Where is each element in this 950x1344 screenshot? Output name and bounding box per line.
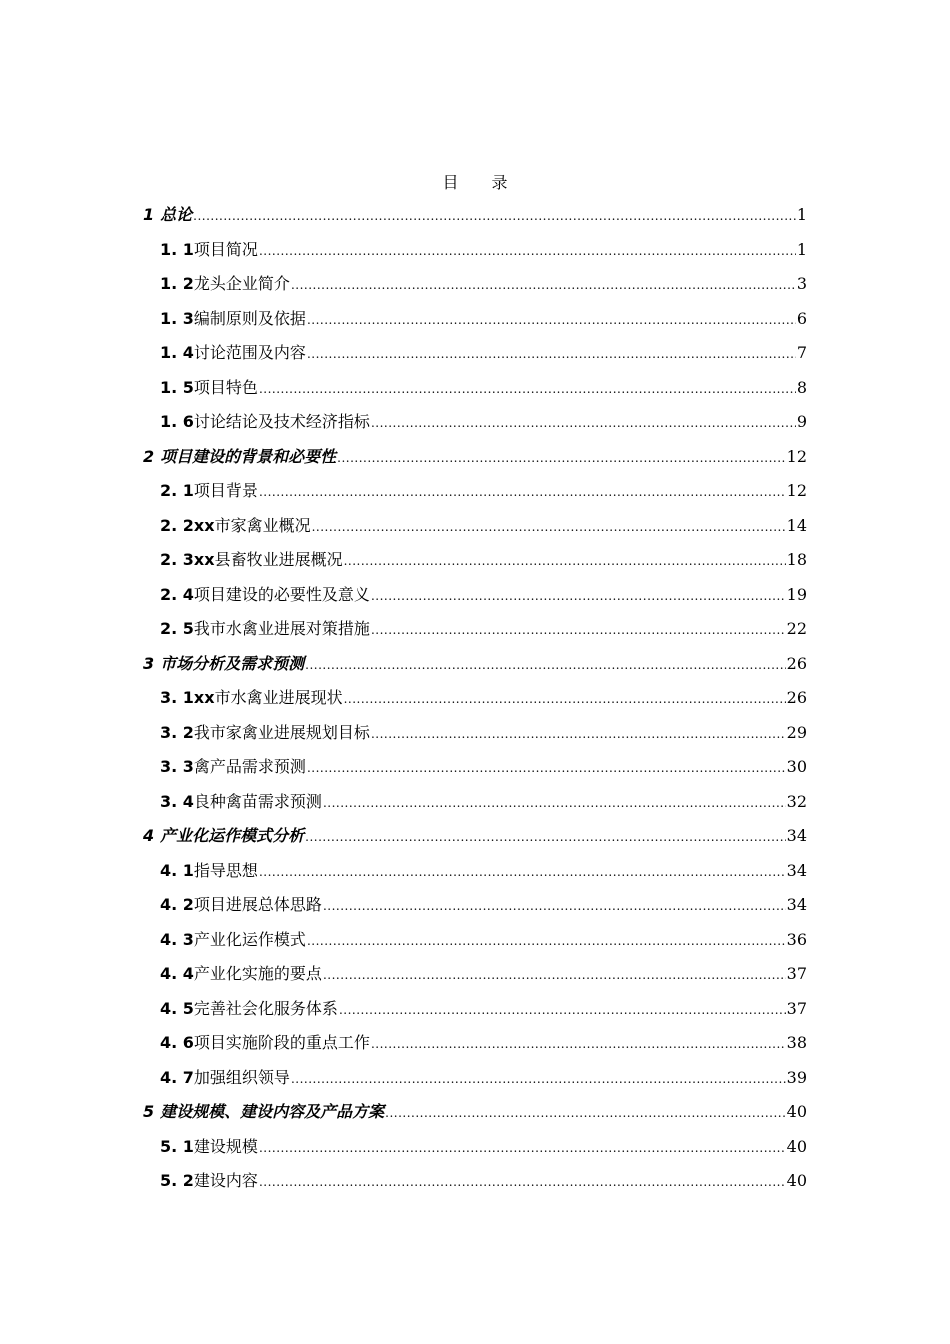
toc-entry-label: 加强组织领导	[193, 1067, 290, 1087]
toc-dot-leader	[371, 613, 786, 648]
toc-page-number: 18	[786, 550, 807, 569]
toc-page-number: 38	[786, 1033, 807, 1052]
toc-page-number: 7	[796, 343, 807, 362]
toc-dot-leader	[371, 1027, 786, 1062]
toc-page-number: 32	[786, 791, 807, 811]
toc-dot-leader	[259, 234, 796, 269]
toc-entry-label: 我市水禽业进展对策措施	[193, 619, 370, 638]
toc-entry-number: 3. 2	[160, 722, 194, 742]
toc-entry-number: 4. 7	[160, 1067, 194, 1087]
toc-entry-number: 3. 1xx	[160, 688, 215, 707]
toc-entry-number: 4. 3	[160, 929, 194, 949]
toc-section-entry[interactable]	[143, 1130, 807, 1165]
toc-dot-leader	[339, 993, 786, 1028]
toc-page-number: 1	[796, 205, 807, 224]
toc-entry-number: 4. 2	[160, 895, 194, 914]
toc-entry-label: 市水禽业进展现状	[214, 688, 343, 707]
toc-page-number: 40	[786, 1102, 807, 1121]
toc-dot-leader	[344, 544, 786, 579]
toc-page-number: 8	[796, 377, 807, 397]
toc-section-entry[interactable]	[143, 681, 807, 716]
toc-page-number: 39	[786, 1067, 807, 1087]
toc-entry-label: 良种禽苗需求预测	[193, 791, 322, 811]
toc-dot-leader	[259, 1165, 786, 1200]
toc-section-entry[interactable]	[143, 543, 807, 578]
toc-page-number: 34	[786, 895, 807, 914]
toc-dot-leader	[259, 475, 786, 510]
toc-chapter-entry[interactable]	[143, 440, 807, 475]
toc-page-number: 19	[786, 584, 807, 604]
toc-entry-number: 1. 4	[160, 343, 194, 362]
toc-entry-number: 5. 2	[160, 1171, 194, 1190]
toc-section-entry[interactable]	[143, 612, 807, 647]
toc-dot-leader	[307, 924, 786, 959]
toc-entry-label: 建设规模、建设内容及产品方案	[160, 1102, 385, 1121]
toc-entry-label: 项目简况	[193, 239, 258, 259]
toc-dot-leader	[323, 889, 786, 924]
toc-entry-label: 指导思想	[193, 860, 258, 880]
toc-page-number: 40	[786, 1171, 807, 1190]
toc-page-number: 37	[786, 998, 807, 1018]
toc-dot-leader	[385, 1096, 785, 1131]
toc-entry-number: 2. 5	[160, 619, 194, 638]
toc-page-number: 37	[786, 964, 807, 983]
toc-entry-number: 4. 6	[160, 1033, 194, 1052]
toc-entry-label: 项目特色	[193, 377, 258, 397]
toc-section-entry[interactable]	[143, 1164, 807, 1199]
toc-entry-label: 产业化运作模式分析	[160, 826, 305, 845]
toc-section-entry[interactable]	[143, 336, 807, 371]
toc-entry-label: 产业化运作模式	[193, 929, 306, 949]
toc-dot-leader	[193, 199, 796, 234]
toc-page-number: 3	[796, 274, 807, 293]
toc-chapter-entry[interactable]	[143, 819, 807, 854]
toc-dot-leader	[307, 751, 786, 786]
toc-dot-leader	[259, 372, 796, 407]
toc-dot-leader	[323, 786, 786, 821]
toc-entry-number: 2. 3xx	[160, 550, 215, 569]
toc-entry-label: 项目背景	[193, 481, 258, 500]
toc-entry-label: 建设规模	[193, 1136, 258, 1156]
toc-section-entry[interactable]	[143, 716, 807, 751]
toc-page-number: 40	[786, 1136, 807, 1156]
toc-page-number: 29	[786, 722, 807, 742]
toc-section-entry[interactable]	[143, 509, 807, 544]
toc-dot-leader	[344, 682, 786, 717]
toc-dot-leader	[291, 1062, 786, 1097]
toc-section-entry[interactable]	[143, 405, 807, 440]
toc-dot-leader	[371, 717, 786, 752]
toc-entry-label: 产业化实施的要点	[193, 964, 322, 983]
toc-entry-label: 市家禽业概况	[214, 515, 311, 535]
toc-page-number: 34	[786, 860, 807, 880]
toc-dot-leader	[337, 441, 785, 476]
toc-dot-leader	[312, 510, 786, 545]
toc-entry-number: 1. 3	[160, 308, 194, 328]
toc-dot-leader	[305, 648, 785, 683]
toc-chapter-entry[interactable]	[143, 1095, 807, 1130]
toc-dot-leader	[307, 303, 796, 338]
toc-entry-number: 5	[143, 1102, 155, 1121]
toc-entry-label: 完善社会化服务体系	[193, 998, 338, 1018]
toc-entry-number: 4. 5	[160, 998, 194, 1018]
toc-entry-label: 总论	[160, 205, 193, 224]
toc-entry-number: 1. 1	[160, 239, 194, 259]
toc-entry-number: 1. 6	[160, 412, 194, 431]
toc-section-entry[interactable]	[143, 957, 807, 992]
toc-entry-number: 3	[143, 653, 155, 673]
toc-section-entry[interactable]	[143, 785, 807, 820]
toc-section-entry[interactable]	[143, 578, 807, 613]
toc-dot-leader	[259, 1131, 786, 1166]
toc-section-entry[interactable]	[143, 923, 807, 958]
toc-section-entry[interactable]	[143, 1061, 807, 1096]
toc-page-number: 36	[786, 929, 807, 949]
toc-title: 目 录	[442, 173, 522, 192]
toc-entry-number: 2	[143, 446, 155, 466]
toc-page-number: 9	[796, 412, 807, 431]
toc-entry-number: 3. 4	[160, 791, 194, 811]
toc-section-entry[interactable]	[143, 267, 807, 302]
toc-entry-number: 1. 2	[160, 274, 194, 293]
toc-section-entry[interactable]	[143, 474, 807, 509]
toc-page-number: 14	[786, 515, 807, 535]
toc-entry-label: 项目建设的必要性及意义	[193, 584, 370, 604]
toc-page-number: 6	[796, 308, 807, 328]
toc-dot-leader	[307, 337, 796, 372]
toc-entry-number: 5. 1	[160, 1136, 194, 1156]
toc-entry-label: 讨论范围及内容	[193, 343, 306, 362]
toc-entry-number: 4. 4	[160, 964, 194, 983]
toc-entry-label: 县畜牧业进展概况	[214, 550, 343, 569]
toc-entry-label: 项目进展总体思路	[193, 895, 322, 914]
toc-chapter-entry[interactable]	[143, 198, 807, 233]
toc-entry-number: 2. 2xx	[160, 515, 215, 535]
toc-dot-leader	[305, 820, 785, 855]
toc-page-number: 30	[786, 757, 807, 776]
toc-entry-label: 禽产品需求预测	[193, 757, 306, 776]
toc-page-number: 34	[786, 826, 807, 845]
toc-entry-label: 市场分析及需求预测	[160, 653, 305, 673]
toc-dot-leader	[259, 855, 786, 890]
toc-entry-label: 建设内容	[193, 1171, 258, 1190]
toc-section-entry[interactable]	[143, 233, 807, 268]
toc-dot-leader	[371, 579, 786, 614]
toc-entry-label: 项目建设的背景和必要性	[160, 446, 337, 466]
toc-entry-number: 1	[143, 205, 155, 224]
toc-dot-leader	[323, 958, 786, 993]
toc-section-entry[interactable]	[143, 888, 807, 923]
toc-entry-number: 4. 1	[160, 860, 194, 880]
toc-dot-leader	[371, 406, 796, 441]
toc-page-number: 12	[786, 481, 807, 500]
toc-section-entry[interactable]	[143, 1026, 807, 1061]
toc-section-entry[interactable]	[143, 854, 807, 889]
toc-entry-number: 1. 5	[160, 377, 194, 397]
toc-page-number: 26	[786, 688, 807, 707]
toc-section-entry[interactable]	[143, 750, 807, 785]
toc-entry-label: 讨论结论及技术经济指标	[193, 412, 370, 431]
toc-chapter-entry[interactable]	[143, 647, 807, 682]
toc-entry-number: 4	[143, 826, 155, 845]
toc-entry-label: 我市家禽业进展规划目标	[193, 722, 370, 742]
toc-section-entry[interactable]	[143, 302, 807, 337]
toc-page-number: 1	[796, 239, 807, 259]
toc-page-number: 12	[786, 446, 807, 466]
toc-entry-number: 3. 3	[160, 757, 194, 776]
toc-page-number: 22	[786, 619, 807, 638]
toc-entry-number: 2. 1	[160, 481, 194, 500]
toc-entry-label: 编制原则及依据	[193, 308, 306, 328]
table-of-contents	[143, 198, 807, 1199]
toc-section-entry[interactable]	[143, 992, 807, 1027]
toc-page-number: 26	[786, 653, 807, 673]
toc-section-entry[interactable]	[143, 371, 807, 406]
toc-dot-leader	[291, 268, 796, 303]
toc-entry-number: 2. 4	[160, 584, 194, 604]
toc-entry-label: 龙头企业简介	[193, 274, 290, 293]
toc-entry-label: 项目实施阶段的重点工作	[193, 1033, 370, 1052]
